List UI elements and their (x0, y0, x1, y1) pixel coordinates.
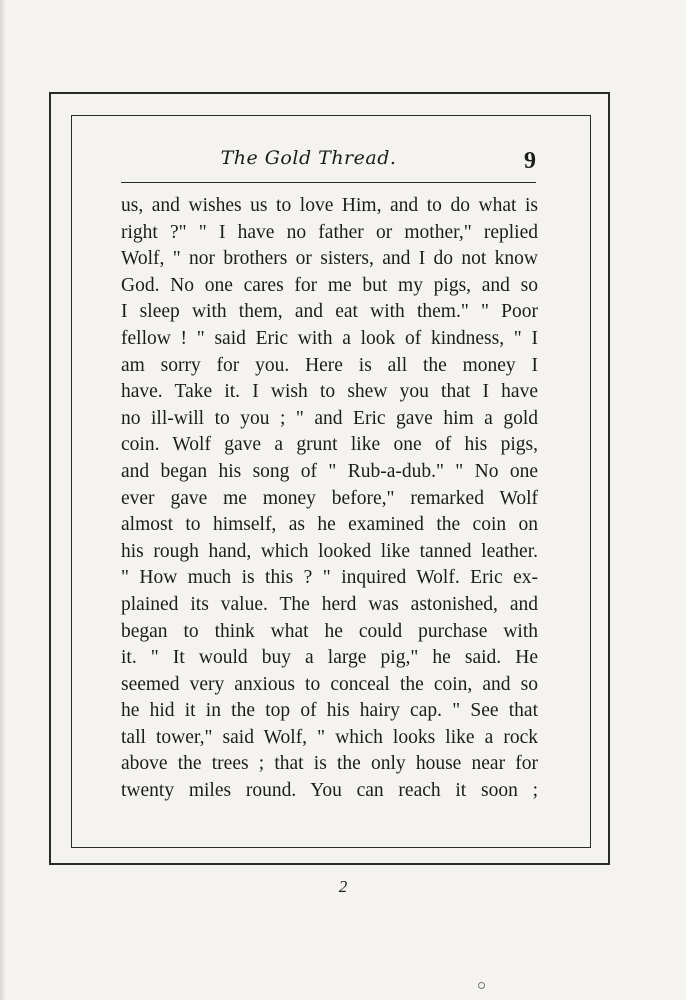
text-line: I sleep with them, and eat with them." " Poor (121, 301, 538, 323)
body-text (121, 193, 538, 805)
text-line: his rough hand, which looked like tanned leather. (121, 540, 538, 562)
text-line: he hid it in the top of his hairy cap. " See that (121, 700, 538, 722)
text-line: twenty miles round. You can reach it soon ; (121, 780, 538, 802)
text-line: seemed very anxious to conceal the coin, and so (121, 673, 538, 695)
page-edge-shadow (0, 0, 6, 1000)
text-line: above the trees ; that is the only house near for (121, 753, 538, 775)
text-line: began to think what he could purchase with (121, 620, 538, 642)
running-head (121, 147, 536, 179)
text-line: have. Take it. I wish to shew you that I have (121, 381, 538, 403)
text-line: " How much is this ? " inquired Wolf. Eric ex- (121, 567, 538, 589)
text-line: God. No one cares for me but my pigs, and so (121, 274, 538, 296)
text-line: tall tower," said Wolf, " which looks like a rock (121, 726, 538, 748)
paper-speck (478, 982, 485, 989)
signature-mark: 2 (338, 877, 348, 896)
text-line: no ill-will to you ; " and Eric gave him a gold (121, 407, 538, 429)
text-line: ever gave me money before," remarked Wolf (121, 487, 538, 509)
text-line: it. " It would buy a large pig," he said. He (121, 647, 538, 669)
text-line: coin. Wolf gave a grunt like one of his pigs, (121, 434, 538, 456)
text-line: almost to himself, as he examined the coin on (121, 514, 538, 536)
running-title: The Gold Thread. (220, 147, 397, 169)
header-rule (121, 182, 536, 183)
page-number: 9 (524, 148, 536, 174)
text-line: right ?" " I have no father or mother," replied (121, 221, 538, 243)
text-line: plained its value. The herd was astonished, and (121, 593, 538, 615)
text-line: fellow ! " said Eric with a look of kindness, " I (121, 327, 538, 349)
text-line: us, and wishes us to love Him, and to do what is (121, 195, 538, 216)
text-line: Wolf, " nor brothers or sisters, and I do not know (121, 248, 538, 270)
text-line: and began his song of " Rub-a-dub." " No one (121, 460, 538, 482)
text-line: am sorry for you. Here is all the money I (121, 354, 538, 376)
